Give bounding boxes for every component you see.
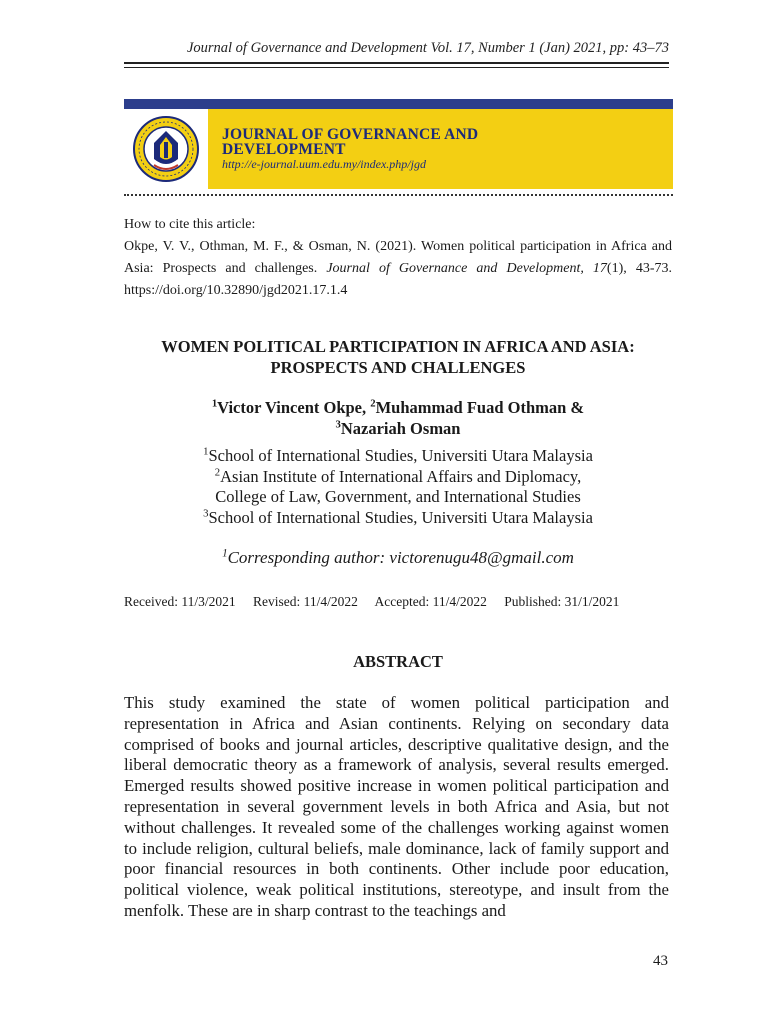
affiliation-text: College of Law, Government, and International Studies (215, 487, 581, 506)
date-published: Published: 31/1/2021 (504, 594, 620, 609)
affiliation-item (124, 487, 672, 508)
author-2-name: Muhammad Fuad Othman & (375, 398, 585, 417)
author-3-sup: 3 (335, 418, 341, 431)
affiliation-item (124, 467, 672, 488)
abstract-text: This study examined the state of women political participation and representation in Africa and Asian continents. Relying on secondary data comprised of books and journal articles, descriptive qualitative design, and the liberal democratic theory as a framework of analysis, several results emerged. Emerged results showed positive increase in women political participation and representation in several government levels in both Africa and Asia, but not without challenges. It revealed some of the challenges working against women to include religion, cultural beliefs, male dominance, lack of family support and poor financial resources in both continents. Other include poor education, political violence, weak political institutions, stereotype, and insult from the menfolk. These are in sharp contrast to the teachings and (124, 693, 669, 920)
corresponding-email[interactable]: Corresponding author: victorenugu48@gmail.com (227, 548, 574, 567)
journal-url[interactable]: http://e-journal.uum.edu.my/index.php/jgd (222, 157, 426, 171)
affiliation-text: Asian Institute of International Affairs and Diplomacy, (220, 466, 582, 486)
author-1-sup: 1 (211, 397, 218, 410)
publication-dates (124, 594, 672, 610)
author-1-name: Victor Vincent Okpe, (217, 398, 371, 417)
banner-top-bar (124, 99, 673, 109)
date-accepted: Accepted: 11/4/2022 (374, 594, 487, 609)
header-rule-thin (124, 67, 669, 68)
affiliation-list (124, 446, 672, 528)
banner-title-panel (208, 109, 673, 189)
banner-dotted-divider (124, 194, 673, 196)
author-list (124, 397, 672, 439)
university-seal-icon (132, 115, 200, 183)
banner-logo-panel (124, 109, 208, 189)
affiliation-item (124, 446, 672, 467)
running-head: Journal of Governance and Development Vol. 17, Number 1 (Jan) 2021, pp: 43–73 (186, 40, 669, 56)
citation-authors-title: Okpe, V. V., Othman, M. F., & Osman, N. (2021). Women political participation in Africa and Asia: Prospects and challenges. (124, 239, 672, 276)
affiliation-text: School of International Studies, Universiti Utara Malaysia (208, 446, 593, 465)
journal-name: JOURNAL OF GOVERNANCE AND DEVELOPMENT (222, 126, 479, 158)
citation-block (124, 214, 672, 302)
citation-doi[interactable]: (1), 43-73. https://doi.org/10.32890/jgd2021.17.1.4 (124, 261, 672, 298)
affiliation-sup: 3 (203, 507, 209, 519)
author-2-sup: 2 (370, 397, 376, 410)
date-revised: Revised: 11/4/2022 (252, 594, 358, 609)
abstract-heading: ABSTRACT (353, 652, 443, 671)
affiliation-text: School of International Studies, Universiti Utara Malaysia (208, 507, 593, 527)
affiliation-item (124, 508, 672, 529)
page-number: 43 (653, 953, 668, 969)
citation-label: How to cite this article: (124, 217, 256, 232)
author-3-name: Nazariah Osman (340, 419, 461, 438)
corresponding-author (124, 548, 672, 568)
citation-journal: Journal of Governance and Development, 17 (326, 261, 607, 276)
affiliation-sup: 1 (203, 445, 209, 458)
corresponding-sup: 1 (222, 547, 228, 560)
affiliation-sup: 2 (214, 466, 221, 478)
paper-title: WOMEN POLITICAL PARTICIPATION IN AFRICA AND ASIA: PROSPECTS AND CHALLENGES (161, 337, 635, 377)
header-rule-thick (124, 62, 669, 64)
date-received: Received: 11/3/2021 (124, 594, 236, 609)
citation-text (124, 236, 672, 302)
